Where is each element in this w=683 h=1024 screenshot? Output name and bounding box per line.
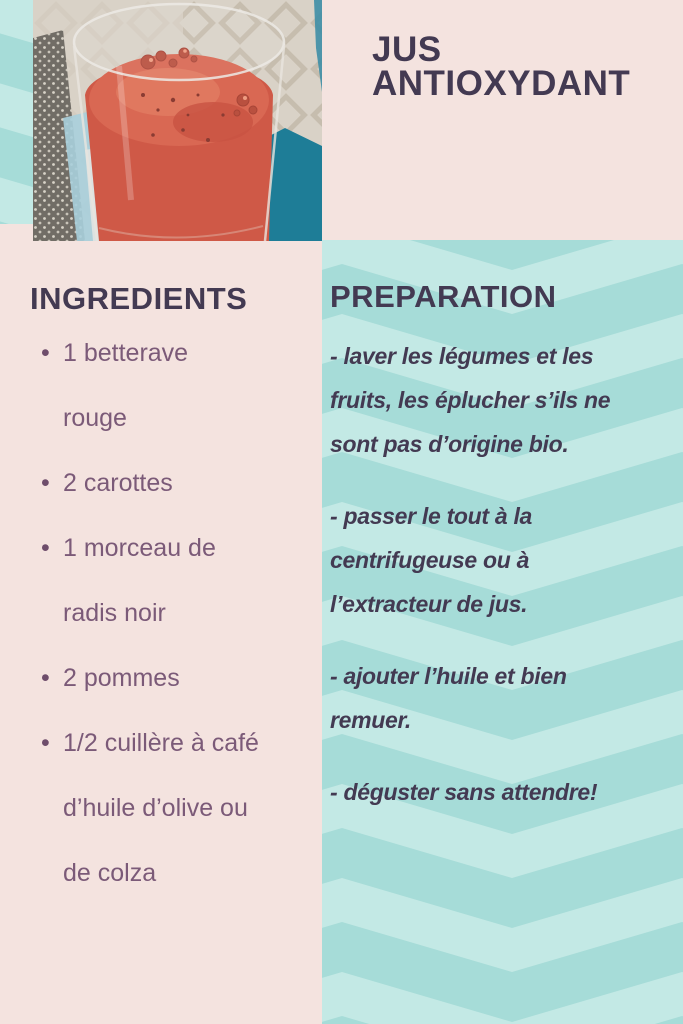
bullet-icon: • bbox=[41, 534, 50, 562]
list-item bbox=[30, 516, 322, 646]
preparation-step bbox=[330, 770, 680, 814]
ingredients-heading: INGREDIENTS bbox=[30, 281, 248, 316]
ingredients-section bbox=[30, 281, 322, 906]
bullet-icon: • bbox=[41, 729, 50, 757]
step-line: - laver les légumes et les bbox=[330, 343, 594, 369]
step-line: - ajouter l’huile et bien bbox=[330, 663, 567, 689]
title-line-2: ANTIOXYDANT bbox=[372, 64, 631, 103]
bullet-icon: • bbox=[41, 469, 50, 497]
list-item bbox=[30, 711, 322, 906]
ingredient-line: radis noir bbox=[63, 599, 166, 627]
step-line: l’extracteur de jus. bbox=[330, 591, 528, 617]
ingredients-list bbox=[30, 321, 322, 906]
preparation-step bbox=[330, 654, 680, 742]
ingredient-line: 2 pommes bbox=[63, 664, 180, 692]
ingredient-line: rouge bbox=[63, 404, 127, 432]
ingredient-line: d’huile d’olive ou bbox=[63, 794, 248, 822]
preparation-heading: PREPARATION bbox=[330, 279, 557, 314]
ingredient-line: 1/2 cuillère à café bbox=[63, 729, 259, 757]
chevron-pattern-strip bbox=[0, 0, 33, 224]
ingredient-line: 2 carottes bbox=[63, 469, 173, 497]
list-item bbox=[30, 321, 322, 451]
preparation-step bbox=[330, 334, 680, 466]
preparation-step bbox=[330, 494, 680, 626]
step-line: - passer le tout à la bbox=[330, 503, 533, 529]
preparation-panel bbox=[322, 240, 683, 1024]
list-item bbox=[30, 451, 322, 516]
list-item bbox=[30, 646, 322, 711]
ingredient-line: 1 morceau de bbox=[63, 534, 216, 562]
ingredient-line: de colza bbox=[63, 859, 157, 887]
preparation-steps bbox=[330, 334, 680, 842]
ingredient-line: 1 betterave bbox=[63, 339, 189, 367]
bullet-icon: • bbox=[41, 664, 50, 692]
title-line-1: JUS bbox=[372, 30, 442, 69]
page-title bbox=[372, 30, 631, 103]
bullet-icon: • bbox=[41, 339, 50, 367]
step-line: remuer. bbox=[330, 707, 412, 733]
juice-photo bbox=[33, 0, 322, 241]
step-line: fruits, les éplucher s’ils ne bbox=[330, 387, 611, 413]
step-line: sont pas d’origine bio. bbox=[330, 431, 569, 457]
step-line: centrifugeuse ou à bbox=[330, 547, 530, 573]
teal-accent-strip bbox=[0, 0, 33, 224]
step-line: - déguster sans attendre! bbox=[330, 779, 598, 805]
